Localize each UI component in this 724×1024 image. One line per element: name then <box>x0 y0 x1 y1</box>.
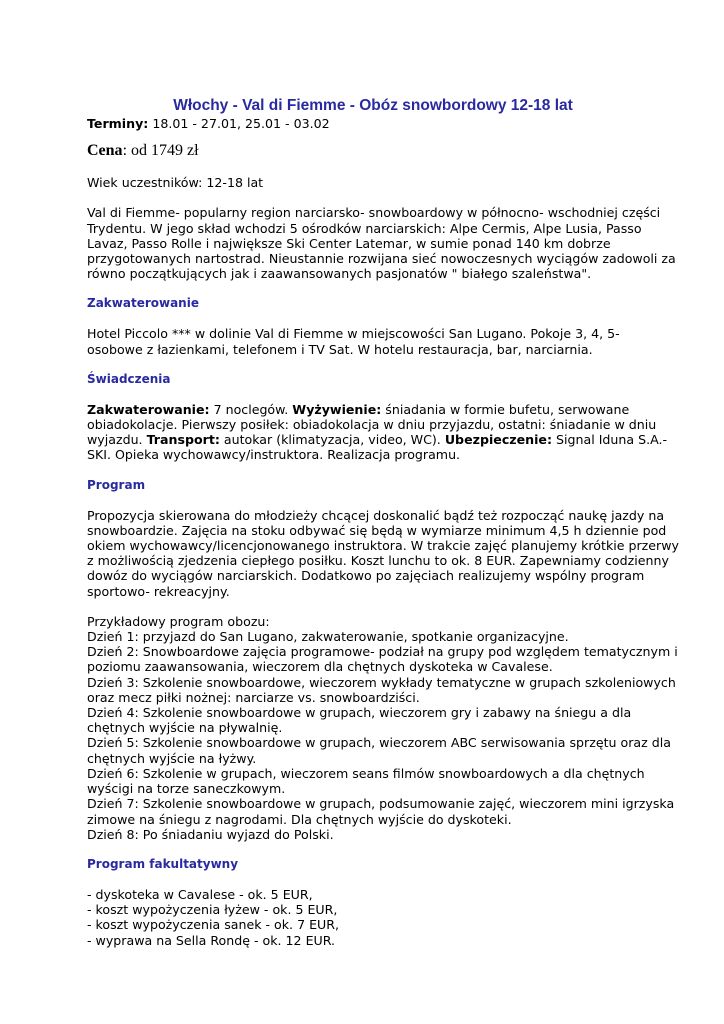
program-days <box>87 613 678 842</box>
intro-line: równo początkujących jak i zaawansowanych pasjonatów " białego szaleństwa". <box>87 266 592 282</box>
program-day-line: chętnych wyjście na pływalnię. <box>87 720 283 736</box>
services-label: Zakwaterowanie: <box>87 401 210 417</box>
optional-item: - wyprawa na Sella Rondę - ok. 12 EUR. <box>87 932 336 948</box>
program-line: snowboardzie. Zajęcia na stoku odbywać się będą w wymiarze minimum 4,5 h dziennie pod <box>87 522 667 538</box>
intro-line: przygotowanych nartostrad. Nieustannie rozwijana sieć nowoczesnych wyciągów zadowoli za <box>87 251 676 267</box>
services-line: obiadokolacje. Pierwszy posiłek: obiadokolacja w dniu przyjazdu, ostatni: śniadanie w dniu <box>87 417 657 433</box>
terms-line <box>87 116 647 131</box>
optional-item: - dyskoteka w Cavalese - ok. 5 EUR, <box>87 886 313 902</box>
accommodation-line: osobowe z łazienkami, telefonem i TV Sat. W hotelu restauracja, bar, narciarnia. <box>87 341 593 357</box>
services-label: Wyżywienie: <box>292 401 382 417</box>
program-paragraph <box>87 507 679 599</box>
program-day-line: Dzień 6: Szkolenie w grupach, wieczorem seans filmów snowboardowych a dla chętnych <box>87 765 645 781</box>
intro-line: Trydentu. W jego skład wchodzi 5 ośrodków narciarskich: Alpe Cermis, Alpe Lusia, Passo <box>87 220 642 236</box>
program-day-line: wyścigi na torze saneczkowym. <box>87 781 286 797</box>
program-day-line: oraz mecz piłki nożnej: narciarze vs. snowboardziści. <box>87 689 420 705</box>
services-paragraph <box>87 401 668 463</box>
price-line <box>87 141 647 161</box>
program-line: dowóz do wyciągów narciarskich. Dodatkowo po zajęciach realizujemy wspólny program <box>87 568 645 584</box>
program-day-line: chętnych wyjście na łyżwy. <box>87 750 257 766</box>
age-line: Wiek uczestników: 12-18 lat <box>87 175 264 191</box>
program-day-line: Dzień 4: Szkolenie snowboardowe w grupach, wieczorem gry i zabawy na śniegu a dla <box>87 705 632 721</box>
services-text: Signal Iduna S.A.- <box>552 432 668 448</box>
page-title: Włochy - Val di Fiemme - Obóz snowbordowy 12-18 lat <box>173 97 573 114</box>
program-line: sportowo- rekreacyjny. <box>87 583 230 599</box>
program-day-line: Dzień 3: Szkolenie snowboardowe, wieczorem wykłady tematyczne w grupach szkoleniowych <box>87 674 676 690</box>
services-label: Ubezpieczenie: <box>444 432 553 448</box>
accommodation-paragraph <box>87 326 647 356</box>
services-line <box>87 402 647 417</box>
services-text: wyjazdu. <box>87 432 147 448</box>
services-text: 7 noclegów. <box>209 401 293 417</box>
accommodation-heading: Zakwaterowanie <box>87 296 199 311</box>
intro-paragraph <box>87 205 676 282</box>
program-line: okiem wychowawcy/licencjonowanego instruktora. W trakcie zajęć planujemy krótkie przerwy <box>87 538 679 554</box>
price-label: Cena <box>87 142 123 160</box>
program-line: Propozycja skierowana do młodzieży chcącej doskonalić bądź też rozpocząć naukę jazdy na <box>87 507 665 523</box>
program-heading: Program <box>87 477 146 492</box>
optional-list <box>87 887 647 948</box>
accommodation-line: Hotel Piccolo *** w dolinie Val di Fiemme w miejscowości San Lugano. Pokoje 3, 4, 5- <box>87 326 620 342</box>
price-value: : od 1749 zł <box>122 142 199 160</box>
program-day-line: Dzień 2: Snowboardowe zajęcia programowe- podział na grupy pod względem tematycznym i <box>87 644 678 660</box>
optional-item: - koszt wypożyczenia sanek - ok. 7 EUR, <box>87 917 340 933</box>
document-page <box>87 96 679 948</box>
program-day-line: Dzień 8: Po śniadaniu wyjazd do Polski. <box>87 826 334 842</box>
intro-line: Val di Fiemme- popularny region narciarsko- snowboardowy w północno- wschodniej części <box>87 205 661 221</box>
services-line: SKI. Opieka wychowawcy/instruktora. Realizacja programu. <box>87 447 461 463</box>
program-day-line: Dzień 5: Szkolenie snowboardowe w grupach, wieczorem ABC serwisowania sprzętu oraz dla <box>87 735 671 751</box>
program-day-line: Dzień 1: przyjazd do San Lugano, zakwaterowanie, spotkanie organizacyjne. <box>87 629 569 645</box>
services-label: Transport: <box>146 432 220 448</box>
program-day-line: Przykładowy program obozu: <box>87 613 270 629</box>
services-text: śniadania w formie bufetu, serwowane <box>381 401 630 417</box>
terms-value: 18.01 - 27.01, 25.01 - 03.02 <box>148 116 330 131</box>
program-day-line: poziomu zaawansowania, wieczorem dla chętnych dyskoteka w Cavalese. <box>87 659 553 675</box>
optional-heading: Program fakultatywny <box>87 856 239 871</box>
program-line: z możliwością zjedzenia ciepłego posiłku. Koszt lunchu to ok. 8 EUR. Zapewniamy codzienny <box>87 553 669 569</box>
services-line <box>87 432 668 448</box>
services-heading: Świadczenia <box>87 371 171 386</box>
program-day-line: Dzień 7: Szkolenie snowboardowe w grupach, podsumowanie zajęć, wieczorem mini igrzyska <box>87 796 675 812</box>
services-text: autokar (klimatyzacja, video, WC). <box>219 432 445 448</box>
optional-item: - koszt wypożyczenia łyżew - ok. 5 EUR, <box>87 902 338 918</box>
terms-label: Terminy: <box>87 116 149 131</box>
intro-line: Lavaz, Passo Rolle i największe Ski Center Latemar, w sumie ponad 140 km dobrze <box>87 235 611 251</box>
program-day-line: zimowe na śniegu z nagrodami. Dla chętnych wyjście do dyskoteki. <box>87 811 512 827</box>
